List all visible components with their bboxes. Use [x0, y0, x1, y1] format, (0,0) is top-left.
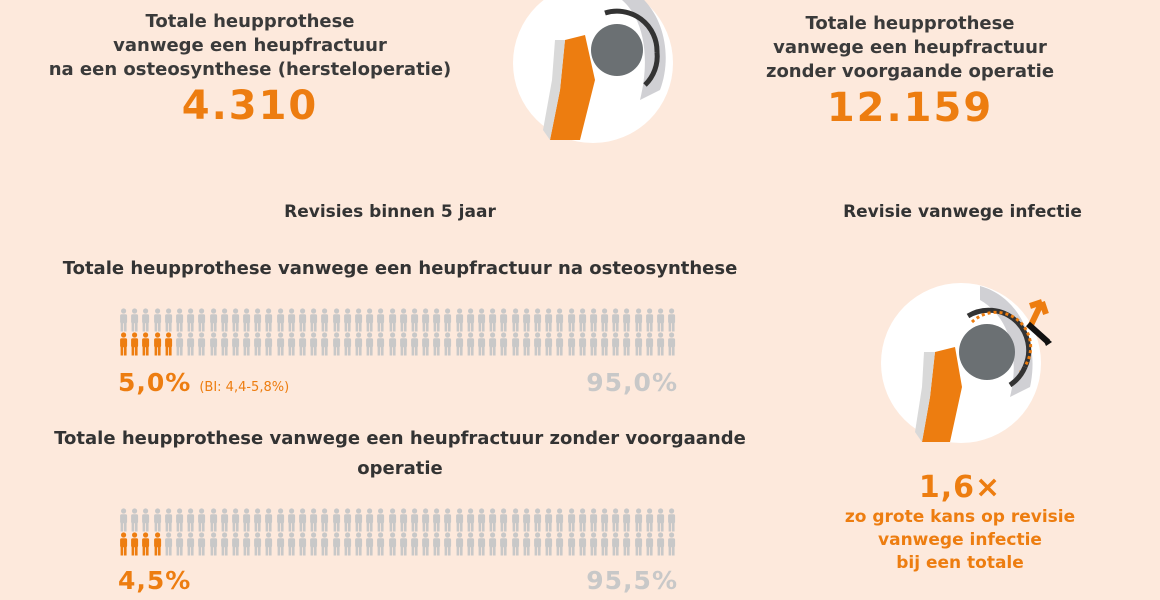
revisions-title: Revisies binnen 5 jaar [284, 202, 496, 222]
person-icon [208, 532, 219, 556]
person-icon [308, 308, 319, 332]
person-icon [308, 532, 319, 556]
person-icon [208, 308, 219, 332]
person-icon [543, 308, 554, 332]
person-icon [263, 308, 274, 332]
person-icon [510, 308, 521, 332]
person-icon [308, 332, 319, 356]
person-icon [118, 508, 129, 532]
person-icon [554, 332, 565, 356]
group1-pct-orange: 5,0% [118, 368, 192, 397]
person-icon [465, 308, 476, 332]
person-icon [364, 532, 375, 556]
person-icon [319, 308, 330, 332]
person-icon [398, 532, 409, 556]
person-icon [342, 532, 353, 556]
person-icon [420, 508, 431, 532]
person-icon [510, 532, 521, 556]
person-icon [633, 308, 644, 332]
person-icon [398, 332, 409, 356]
person-icon [588, 532, 599, 556]
person-icon [409, 532, 420, 556]
person-icon [566, 308, 577, 332]
person-icon [241, 332, 252, 356]
person-icon [442, 532, 453, 556]
person-icon [196, 332, 207, 356]
person-icon [118, 308, 129, 332]
person-icon [577, 308, 588, 332]
person-icon [644, 532, 655, 556]
person-icon [532, 332, 543, 356]
right-stat-line-3: zonder voorgaande operatie [765, 61, 1055, 82]
person-icon [275, 332, 286, 356]
person-icon [431, 308, 442, 332]
person-icon [230, 508, 241, 532]
person-icon [208, 508, 219, 532]
left-stat-line-3: na een osteosynthese (hersteloperatie) [48, 59, 452, 80]
infection-text [820, 506, 1100, 575]
person-icon [331, 532, 342, 556]
person-icon [275, 532, 286, 556]
person-icon [185, 308, 196, 332]
person-icon [163, 532, 174, 556]
group1-percentages [118, 368, 678, 402]
person-icon [498, 308, 509, 332]
person-icon [375, 532, 386, 556]
person-icon [543, 508, 554, 532]
person-icon [621, 532, 632, 556]
person-icon [319, 532, 330, 556]
person-icon [577, 332, 588, 356]
infection-text-line-1: zo grote kans op revisie [844, 507, 1076, 527]
person-icon [398, 308, 409, 332]
person-icon [577, 508, 588, 532]
person-icon [331, 332, 342, 356]
person-icon [621, 308, 632, 332]
person-icon [442, 508, 453, 532]
person-icon [554, 532, 565, 556]
group2-title-line-1: Totale heupprothese vanwege een heupfractuur zonder voorgaande [54, 428, 746, 449]
person-icon [510, 508, 521, 532]
person-icon [566, 508, 577, 532]
group1-people-chart [118, 308, 678, 360]
group2-title [40, 424, 760, 484]
person-icon [196, 532, 207, 556]
person-icon [666, 332, 677, 356]
group2-pct-orange: 4,5% [118, 566, 192, 595]
person-icon [163, 508, 174, 532]
group1-ci: (BI: 4,4-5,8%) [199, 380, 290, 395]
person-icon [353, 508, 364, 532]
person-icon [364, 508, 375, 532]
person-icon [487, 532, 498, 556]
person-icon [521, 308, 532, 332]
right-stat-label [740, 12, 1080, 84]
person-icon [219, 332, 230, 356]
person-icon [666, 508, 677, 532]
group2-percentages [118, 566, 678, 600]
person-icon [342, 332, 353, 356]
person-icon [152, 532, 163, 556]
person-icon [476, 508, 487, 532]
person-icon [431, 508, 442, 532]
person-icon [140, 308, 151, 332]
person-icon [398, 508, 409, 532]
person-icon [196, 508, 207, 532]
person-icon [532, 532, 543, 556]
person-icon [487, 508, 498, 532]
person-icon [140, 508, 151, 532]
group1-pct-grey: 95,0% [586, 368, 678, 397]
person-icon [129, 508, 140, 532]
person-icon [163, 332, 174, 356]
person-icon [353, 308, 364, 332]
person-icon [118, 332, 129, 356]
person-icon [174, 308, 185, 332]
person-icon [387, 332, 398, 356]
person-icon [252, 508, 263, 532]
person-icon [375, 332, 386, 356]
person-icon [230, 308, 241, 332]
person-icon [510, 332, 521, 356]
person-icon [286, 332, 297, 356]
person-icon [174, 532, 185, 556]
person-icon [442, 308, 453, 332]
person-icon [185, 508, 196, 532]
person-icon [241, 308, 252, 332]
person-icon [275, 308, 286, 332]
group2-title-line-2: operatie [357, 458, 443, 479]
hip-prosthesis-icon [510, 0, 676, 146]
person-icon [655, 508, 666, 532]
person-icon [375, 508, 386, 532]
person-icon [230, 332, 241, 356]
person-icon [252, 308, 263, 332]
person-icon [241, 532, 252, 556]
person-icon [118, 532, 129, 556]
person-icon [163, 308, 174, 332]
person-icon [263, 508, 274, 532]
person-icon [621, 508, 632, 532]
person-icon [364, 308, 375, 332]
person-icon [342, 508, 353, 532]
person-icon [286, 508, 297, 532]
person-icon [487, 332, 498, 356]
person-icon [387, 508, 398, 532]
person-icon [655, 332, 666, 356]
person-icon [610, 508, 621, 532]
person-icon [152, 308, 163, 332]
person-icon [487, 308, 498, 332]
person-icon [319, 508, 330, 532]
left-stat-line-1: Totale heupprothese [145, 11, 355, 32]
infection-factor: 1,6× [918, 470, 1002, 505]
people-row [118, 508, 678, 532]
infection-title: Revisie vanwege infectie [843, 202, 1082, 222]
person-icon [454, 308, 465, 332]
left-stat-label [40, 10, 460, 82]
person-icon [331, 308, 342, 332]
person-icon [655, 532, 666, 556]
person-icon [297, 508, 308, 532]
person-icon [420, 532, 431, 556]
person-icon [644, 508, 655, 532]
person-icon [431, 532, 442, 556]
right-stat-line-1: Totale heupprothese [805, 13, 1015, 34]
person-icon [599, 332, 610, 356]
person-icon [219, 508, 230, 532]
right-stat-value: 12.159 [826, 85, 994, 131]
person-icon [174, 508, 185, 532]
person-icon [208, 332, 219, 356]
person-icon [409, 332, 420, 356]
person-icon [588, 508, 599, 532]
person-icon [297, 332, 308, 356]
person-icon [219, 308, 230, 332]
group2-people-chart [118, 508, 678, 560]
person-icon [420, 308, 431, 332]
infection-text-line-2: vanwege infectie [878, 530, 1042, 550]
person-icon [599, 308, 610, 332]
person-icon [599, 508, 610, 532]
person-icon [185, 332, 196, 356]
person-icon [543, 532, 554, 556]
person-icon [476, 332, 487, 356]
person-icon [420, 332, 431, 356]
person-icon [387, 308, 398, 332]
person-icon [476, 532, 487, 556]
person-icon [297, 532, 308, 556]
person-icon [252, 332, 263, 356]
person-icon [196, 308, 207, 332]
person-icon [431, 332, 442, 356]
person-icon [454, 332, 465, 356]
person-icon [633, 508, 644, 532]
person-icon [308, 508, 319, 532]
person-icon [152, 332, 163, 356]
person-icon [554, 308, 565, 332]
person-icon [521, 532, 532, 556]
person-icon [610, 532, 621, 556]
person-icon [442, 332, 453, 356]
person-icon [588, 308, 599, 332]
person-icon [454, 508, 465, 532]
person-icon [666, 532, 677, 556]
person-icon [263, 332, 274, 356]
people-row [118, 308, 678, 332]
person-icon [331, 508, 342, 532]
person-icon [666, 308, 677, 332]
person-icon [498, 332, 509, 356]
person-icon [353, 332, 364, 356]
person-icon [588, 332, 599, 356]
person-icon [353, 532, 364, 556]
person-icon [230, 532, 241, 556]
person-icon [577, 532, 588, 556]
person-icon [129, 532, 140, 556]
person-icon [140, 332, 151, 356]
person-icon [286, 308, 297, 332]
person-icon [566, 532, 577, 556]
people-row [118, 332, 678, 356]
person-icon [610, 332, 621, 356]
person-icon [521, 332, 532, 356]
person-icon [129, 308, 140, 332]
person-icon [465, 332, 476, 356]
group2-pct-grey: 95,5% [586, 566, 678, 595]
person-icon [152, 508, 163, 532]
person-icon [174, 332, 185, 356]
person-icon [566, 332, 577, 356]
person-icon [319, 332, 330, 356]
left-stat-line-2: vanwege een heupfractuur [113, 35, 387, 56]
person-icon [409, 308, 420, 332]
person-icon [342, 308, 353, 332]
person-icon [498, 508, 509, 532]
person-icon [476, 308, 487, 332]
person-icon [241, 508, 252, 532]
person-icon [543, 332, 554, 356]
person-icon [532, 508, 543, 532]
person-icon [375, 308, 386, 332]
person-icon [185, 532, 196, 556]
person-icon [409, 508, 420, 532]
person-icon [554, 508, 565, 532]
person-icon [621, 332, 632, 356]
person-icon [633, 332, 644, 356]
person-icon [129, 332, 140, 356]
person-icon [521, 508, 532, 532]
left-stat-value: 4.310 [181, 83, 319, 129]
person-icon [599, 532, 610, 556]
person-icon [465, 508, 476, 532]
person-icon [655, 308, 666, 332]
person-icon [275, 508, 286, 532]
person-icon [454, 532, 465, 556]
person-icon [644, 308, 655, 332]
person-icon [219, 532, 230, 556]
person-icon [297, 308, 308, 332]
person-icon [387, 532, 398, 556]
people-row [118, 532, 678, 556]
person-icon [465, 532, 476, 556]
person-icon [532, 308, 543, 332]
person-icon [364, 332, 375, 356]
person-icon [498, 532, 509, 556]
person-icon [633, 532, 644, 556]
person-icon [263, 532, 274, 556]
right-stat-line-2: vanwege een heupfractuur [773, 37, 1047, 58]
person-icon [140, 532, 151, 556]
person-icon [644, 332, 655, 356]
hip-infection-icon [880, 282, 1060, 444]
person-icon [610, 308, 621, 332]
infection-text-line-3: bij een totale [896, 553, 1024, 573]
group1-title: Totale heupprothese vanwege een heupfractuur na osteosynthese [62, 258, 738, 279]
person-icon [286, 532, 297, 556]
person-icon [252, 532, 263, 556]
